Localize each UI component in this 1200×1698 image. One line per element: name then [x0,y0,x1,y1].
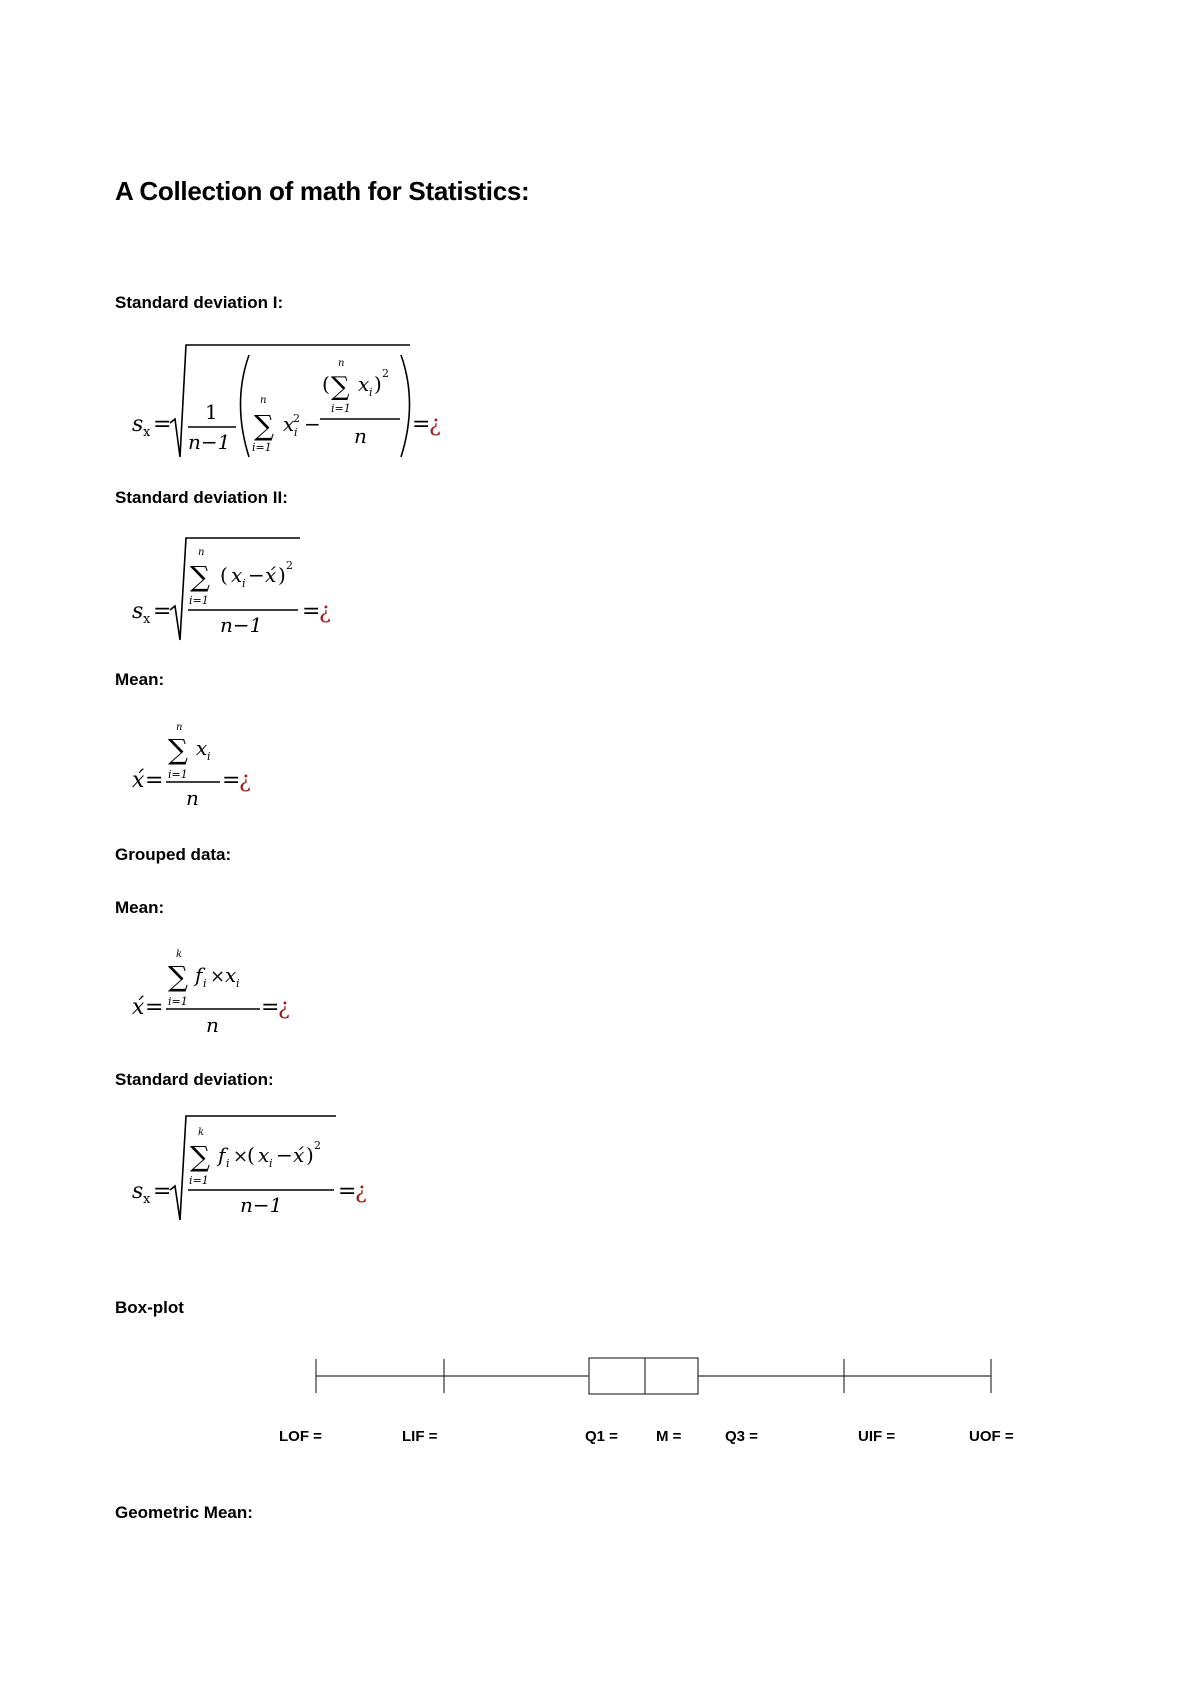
formula-glyph: n−1 [240,1193,283,1217]
formula-glyph: = [412,412,431,437]
formula-stroke [241,355,250,457]
formula-grouped-mean [128,940,308,1044]
formula-glyph: = [338,1179,357,1204]
boxplot-label-q1: Q1 = [585,1428,618,1445]
boxplot-label-m: M = [656,1428,682,1445]
formula-glyph: − [304,412,321,436]
formula-standard-deviation-1 [128,335,468,469]
formula-glyph: ¿ [429,412,441,437]
formula-glyph: x [143,425,151,440]
boxplot-label-lof: LOF = [279,1428,322,1445]
formula-glyph: ¿ [278,995,290,1020]
boxplot-label-lif: LIF = [402,1428,438,1445]
formula-glyph: × [233,1146,249,1167]
formula-glyph: ¿ [355,1179,367,1204]
formula-glyph: i [207,750,211,763]
formula-glyph: x́ [132,995,145,1020]
formula-glyph: − [248,563,265,587]
formula-glyph: 2 [293,412,300,425]
formula-glyph: k [176,949,183,960]
formula-glyph: n [176,722,183,733]
formula-glyph: ( [220,563,228,587]
formula-glyph: i [369,386,373,399]
formula-glyph: n [186,786,199,810]
formula-glyph: x [258,1143,270,1167]
formula-glyph: ∑ [331,372,350,402]
section-heading-sd1: Standard deviation I: [115,293,284,312]
formula-glyph: n−1 [188,430,231,454]
formula-glyph: ) [306,1143,314,1167]
formula-glyph: ) [374,372,382,396]
boxplot-label-uof: UOF = [969,1428,1014,1445]
formula-glyph: k [198,1127,205,1138]
formula-glyph: n [354,424,367,448]
formula-glyph: = [302,599,321,624]
formula-glyph: = [153,412,172,437]
formula-stroke [401,355,410,457]
formula-glyph: 2 [286,559,293,572]
section-heading-grouped-mean: Mean: [115,898,165,917]
formula-glyph: 2 [382,367,389,380]
formula-glyph: ∑ [190,1140,210,1173]
formula-glyph: = [261,995,280,1020]
boxplot-label-q3: Q3 = [725,1428,758,1445]
formula-glyph: x [231,563,243,587]
section-heading-grouped-data: Grouped data: [115,845,232,864]
formula-glyph: i [236,977,240,990]
formula-glyph: x [283,412,295,436]
formula-glyph: s [132,599,144,624]
formula-glyph: ∑ [254,409,274,442]
section-heading-grouped-sd: Standard deviation: [115,1070,274,1089]
formula-glyph: i=1 [168,768,188,781]
boxplot-label-uif: UIF = [858,1428,896,1445]
formula-mean [128,715,278,819]
formula-glyph: n [198,547,205,558]
formula-glyph: ( [247,1143,255,1167]
formula-glyph: i=1 [189,1174,209,1187]
formula-glyph: n [260,395,267,406]
formula-glyph: x́ [265,563,277,587]
formula-glyph: ∑ [168,960,188,993]
formula-glyph: x́ [132,768,145,793]
formula-glyph: n [206,1013,219,1037]
formula-glyph: x [143,612,151,627]
formula-glyph: ∑ [168,733,188,766]
formula-glyph: ∑ [190,560,210,593]
section-heading-boxplot: Box-plot [115,1298,184,1317]
formula-glyph: n−1 [220,613,263,637]
section-heading-geometric-mean: Geometric Mean: [115,1503,253,1522]
formula-glyph: i [203,977,207,990]
formula-standard-deviation-2 [128,530,358,649]
formula-glyph: ) [278,563,286,587]
formula-glyph: = [145,768,164,793]
section-heading-mean: Mean: [115,670,165,689]
formula-glyph: s [132,1179,144,1204]
formula-glyph: 2 [314,1139,321,1152]
formula-glyph: i [269,1157,273,1170]
formula-glyph: f [218,1143,226,1167]
formula-glyph: 1 [205,400,218,424]
formula-glyph: i=1 [189,594,209,607]
formula-glyph: f [195,963,203,987]
formula-glyph: i=1 [168,995,188,1008]
formula-glyph: − [276,1143,293,1167]
formula-glyph: i [242,577,246,590]
formula-glyph: i=1 [331,402,351,415]
formula-glyph: x [196,736,208,760]
boxplot-diagram [300,1355,1000,1399]
formula-glyph: = [153,1179,172,1204]
formula-glyph: × [210,966,226,987]
formula-glyph: x [358,372,370,396]
formula-grouped-standard-deviation [128,1110,388,1229]
formula-glyph: ¿ [239,768,251,793]
formula-glyph: = [145,995,164,1020]
formula-glyph: ( [322,372,330,396]
page-title: A Collection of math for Statistics: [115,176,530,206]
formula-glyph: x́ [293,1143,305,1167]
section-heading-sd2: Standard deviation II: [115,488,288,507]
formula-glyph: i=1 [252,441,272,454]
formula-glyph: n [338,358,345,369]
formula-glyph: = [153,599,172,624]
formula-glyph: i [294,426,298,439]
formula-glyph: x [225,963,237,987]
formula-glyph: x [143,1192,151,1207]
boxplot-box [589,1358,698,1394]
formula-glyph: = [222,768,241,793]
formula-glyph: s [132,412,144,437]
formula-glyph: ¿ [319,599,331,624]
formula-glyph: i [226,1157,230,1170]
